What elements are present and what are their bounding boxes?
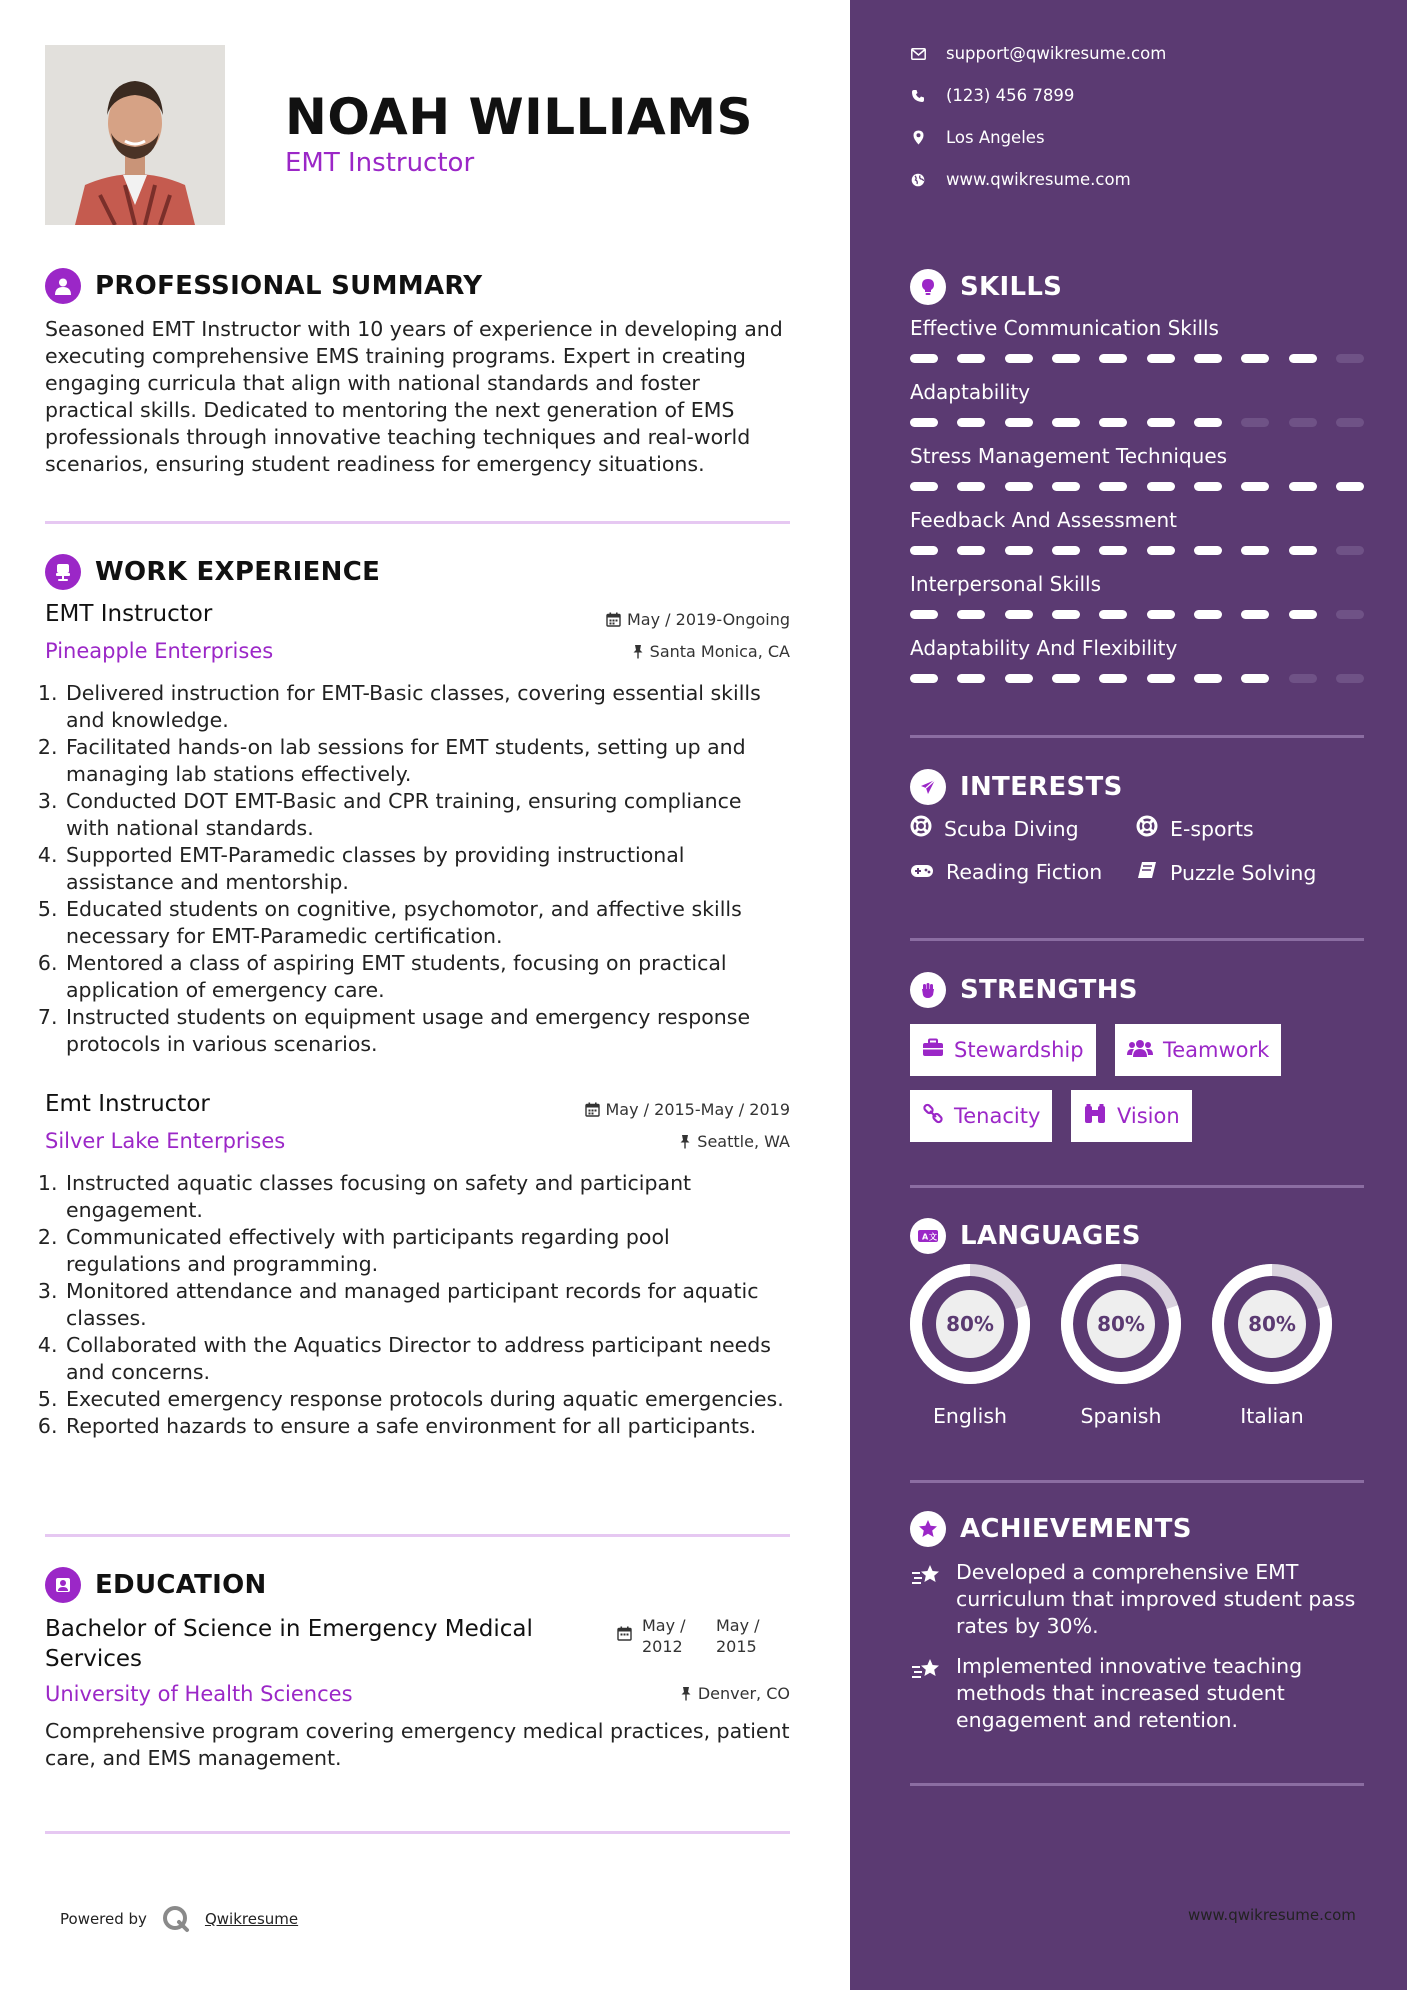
list-item: 6. Reported hazards to ensure a safe environment for all participants. — [64, 1413, 790, 1440]
star-badge-icon — [910, 1511, 946, 1547]
paper-plane-icon — [910, 769, 946, 805]
skill-level-segment — [1052, 354, 1080, 363]
skill-level-bar — [910, 418, 1364, 427]
list-item: 5. Executed emergency response protocols during aquatic emergencies. — [64, 1386, 790, 1413]
divider — [910, 1783, 1364, 1786]
language-progress-ring — [1210, 1262, 1334, 1386]
job-location: Santa Monica, CA — [632, 642, 790, 661]
pin-icon — [632, 644, 644, 659]
skill-level-segment — [1147, 546, 1175, 555]
summary-title: PROFESSIONAL SUMMARY — [95, 271, 483, 301]
divider — [910, 1480, 1364, 1483]
skill-level-segment — [1099, 546, 1127, 555]
strength-badge: Stewardship — [910, 1024, 1096, 1076]
language-item — [1059, 1262, 1183, 1428]
skill-level-segment — [1336, 418, 1364, 427]
skill-level-segment — [957, 418, 985, 427]
list-item: 4. Collaborated with the Aquatics Director to address participant needs and concerns. — [64, 1332, 790, 1386]
skill-level-segment — [1005, 546, 1033, 555]
skill-level-segment — [910, 418, 938, 427]
skill-level-segment — [1289, 610, 1317, 619]
qwikresume-logo-icon — [161, 1904, 191, 1934]
skill-level-segment — [1194, 354, 1222, 363]
job-duties — [45, 680, 790, 1058]
phone-icon — [910, 88, 926, 104]
pin-icon — [679, 1134, 691, 1149]
skill-name: Feedback And Assessment — [910, 508, 1177, 532]
skill-level-segment — [1289, 418, 1317, 427]
contact-location: Los Angeles — [910, 128, 1045, 147]
skill-level-segment — [1147, 674, 1175, 683]
interest-item: Scuba Diving — [910, 815, 1079, 842]
summary-text: Seasoned EMT Instructor with 10 years of experience in developing and executing comprehensive EMS training programs. Expert in creating engaging curricula that align with national standards and foster practical skills. Dedicated to mentoring the next generation of EMS professionals through innovative teaching techniques and real-world scenarios, ensuring student readiness for emergency situations. — [45, 317, 783, 476]
job-title: EMT Instructor — [45, 601, 213, 627]
shooting-star-icon — [910, 1559, 942, 1640]
skill-level-segment — [1289, 482, 1317, 491]
skill-name: Adaptability — [910, 380, 1031, 404]
list-item: 3. Monitored attendance and managed participant records for aquatic classes. — [64, 1278, 790, 1332]
skill-level-segment — [1289, 546, 1317, 555]
skill-level-segment — [1241, 354, 1269, 363]
skill-level-segment — [1147, 482, 1175, 491]
life-ring-icon — [910, 815, 932, 842]
skill-level-segment — [957, 482, 985, 491]
skill-level-segment — [1005, 482, 1033, 491]
skill-level-segment — [1241, 418, 1269, 427]
graduate-icon — [45, 1567, 81, 1603]
book-icon — [1136, 860, 1158, 885]
skill-level-segment — [1289, 674, 1317, 683]
user-icon — [45, 268, 81, 304]
education-end: May / 2015 — [716, 1616, 760, 1656]
skill-level-segment — [1099, 418, 1127, 427]
pin-icon — [680, 1686, 692, 1701]
skill-level-segment — [1099, 674, 1127, 683]
job-dates: May / 2015-May / 2019 — [585, 1100, 791, 1119]
skill-level-segment — [1336, 674, 1364, 683]
list-item: 2. Communicated effectively with participants regarding pool regulations and programming. — [64, 1224, 790, 1278]
skill-level-segment — [1147, 354, 1175, 363]
list-item: 5. Educated students on cognitive, psychomotor, and affective skills necessary for EMT-Paramedic certification. — [64, 896, 790, 950]
candidate-role: EMT Instructor — [285, 148, 475, 178]
skill-level-segment — [1241, 482, 1269, 491]
language-progress-ring — [1059, 1262, 1183, 1386]
skills-header: SKILLS — [910, 267, 1062, 307]
divider — [910, 1185, 1364, 1188]
interest-item: Puzzle Solving — [1136, 860, 1316, 885]
interest-item: Reading Fiction — [910, 860, 1102, 884]
contact-phone[interactable]: (123) 456 7899 — [910, 86, 1074, 105]
skill-name: Effective Communication Skills — [910, 316, 1219, 340]
skill-name: Adaptability And Flexibility — [910, 636, 1178, 660]
skill-level-segment — [957, 610, 985, 619]
skill-name: Stress Management Techniques — [910, 444, 1228, 468]
footer-website[interactable]: www.qwikresume.com — [1188, 1906, 1356, 1924]
skill-level-segment — [1005, 418, 1033, 427]
language-name: English — [932, 1404, 1008, 1428]
education-start: May / 2012 — [642, 1616, 686, 1656]
skill-level-segment — [1336, 546, 1364, 555]
skill-level-segment — [1099, 610, 1127, 619]
skill-level-segment — [1147, 610, 1175, 619]
language-progress-ring — [908, 1262, 1032, 1386]
users-icon — [1127, 1038, 1153, 1063]
divider — [910, 938, 1364, 941]
job-location: Seattle, WA — [679, 1132, 790, 1151]
skill-level-segment — [1241, 546, 1269, 555]
language-item — [1210, 1262, 1334, 1428]
divider — [45, 521, 790, 524]
fist-icon — [910, 972, 946, 1008]
contact-website[interactable]: www.qwikresume.com — [910, 170, 1131, 189]
globe-icon — [910, 172, 926, 188]
interests-header: INTERESTS — [910, 767, 1123, 807]
life-ring-icon — [1136, 815, 1158, 842]
footer-powered-by: Powered by Qwikresume — [60, 1904, 298, 1934]
skill-level-segment — [1005, 610, 1033, 619]
list-item: 2. Facilitated hands-on lab sessions for EMT students, setting up and managing lab stations effectively. — [64, 734, 790, 788]
skill-level-segment — [1052, 418, 1080, 427]
skill-level-segment — [910, 674, 938, 683]
calendar-icon — [606, 612, 621, 627]
divider — [45, 1534, 790, 1537]
skill-level-segment — [1052, 610, 1080, 619]
achievement-item: Developed a comprehensive EMT curriculum that improved student pass rates by 30%. — [910, 1559, 1364, 1640]
job-dates: May / 2019-Ongoing — [606, 610, 790, 629]
strengths-header: STRENGTHS — [910, 970, 1138, 1010]
language-percent: 80% — [1097, 1312, 1145, 1336]
skill-level-segment — [1241, 674, 1269, 683]
languages-header: A 文 LANGUAGES — [910, 1216, 1141, 1256]
skill-level-bar — [910, 610, 1364, 619]
language-name: Italian — [1240, 1404, 1304, 1428]
education-location: Denver, CO — [680, 1684, 790, 1703]
achievement-item: Implemented innovative teaching methods that increased student engagement and retention. — [910, 1653, 1364, 1734]
skill-level-segment — [1099, 354, 1127, 363]
achievements-header: ACHIEVEMENTS — [910, 1509, 1192, 1549]
shooting-star-icon — [910, 1653, 942, 1734]
link-icon — [922, 1103, 944, 1130]
skill-level-segment — [957, 674, 985, 683]
skill-level-segment — [1289, 354, 1317, 363]
education-title: EDUCATION — [95, 1570, 267, 1600]
calendar-icon — [617, 1626, 632, 1645]
divider — [45, 1831, 790, 1834]
skill-level-segment — [1336, 354, 1364, 363]
strength-badge: Teamwork — [1115, 1024, 1281, 1076]
skill-level-segment — [1194, 674, 1222, 683]
skill-level-segment — [1052, 482, 1080, 491]
language-percent: 80% — [1248, 1312, 1296, 1336]
skill-level-bar — [910, 674, 1364, 683]
summary-section — [45, 266, 790, 478]
candidate-name: NOAH WILLIAMS — [285, 88, 753, 146]
skill-level-segment — [1005, 674, 1033, 683]
skill-level-segment — [910, 354, 938, 363]
skill-level-segment — [1005, 354, 1033, 363]
skill-level-segment — [1241, 610, 1269, 619]
profile-photo — [45, 45, 225, 225]
experience-section — [45, 552, 790, 592]
skill-level-segment — [1099, 482, 1127, 491]
skill-level-segment — [957, 546, 985, 555]
language-name: Spanish — [1080, 1404, 1162, 1428]
skill-level-segment — [1194, 482, 1222, 491]
skill-level-bar — [910, 482, 1364, 491]
skill-name: Interpersonal Skills — [910, 572, 1102, 596]
map-marker-icon — [910, 130, 926, 146]
divider — [910, 735, 1364, 738]
brand-link[interactable]: Qwikresume — [204, 1910, 299, 1928]
list-item: 6. Mentored a class of aspiring EMT students, focusing on practical application of emergency care. — [64, 950, 790, 1004]
skill-level-segment — [910, 482, 938, 491]
company-name: Pineapple Enterprises — [45, 639, 274, 663]
list-item: 4. Supported EMT-Paramedic classes by providing instructional assistance and mentorship. — [64, 842, 790, 896]
strength-badge: Tenacity — [910, 1090, 1052, 1142]
skill-level-segment — [1336, 610, 1364, 619]
svg-text:文: 文 — [929, 1232, 937, 1242]
language-percent: 80% — [946, 1312, 994, 1336]
svg-text:A: A — [922, 1232, 929, 1242]
education-description: Comprehensive program covering emergency medical practices, patient care, and EMS management. — [45, 1719, 790, 1770]
list-item: 1. Delivered instruction for EMT-Basic classes, covering essential skills and knowledge. — [64, 680, 790, 734]
skill-level-segment — [1194, 418, 1222, 427]
language-icon — [910, 1218, 946, 1254]
gamepad-icon — [910, 860, 934, 884]
binoculars-icon — [1083, 1103, 1107, 1130]
company-name: Silver Lake Enterprises — [45, 1129, 286, 1153]
strength-badge: Vision — [1071, 1090, 1192, 1142]
education-section — [45, 1565, 790, 1605]
skill-level-segment — [910, 546, 938, 555]
calendar-icon — [585, 1102, 600, 1117]
job-duties — [45, 1170, 790, 1440]
skill-level-segment — [957, 354, 985, 363]
briefcase-icon — [922, 1038, 944, 1063]
skill-level-segment — [910, 610, 938, 619]
experience-title: WORK EXPERIENCE — [95, 557, 381, 587]
skill-level-segment — [1052, 674, 1080, 683]
skill-level-segment — [1336, 482, 1364, 491]
degree-title: Bachelor of Science in Emergency Medical Services — [45, 1616, 533, 1672]
skill-level-bar — [910, 546, 1364, 555]
school-name: University of Health Sciences — [45, 1682, 353, 1706]
language-item — [908, 1262, 1032, 1428]
envelope-icon — [910, 46, 926, 62]
list-item: 3. Conducted DOT EMT-Basic and CPR training, ensuring compliance with national standards. — [64, 788, 790, 842]
lightbulb-icon — [910, 269, 946, 305]
skill-level-segment — [1052, 546, 1080, 555]
skill-level-segment — [1194, 610, 1222, 619]
interest-item: E-sports — [1136, 815, 1254, 842]
skill-level-bar — [910, 354, 1364, 363]
job-title: Emt Instructor — [45, 1091, 210, 1117]
skill-level-segment — [1194, 546, 1222, 555]
contact-email[interactable]: support@qwikresume.com — [910, 44, 1166, 63]
list-item: 7. Instructed students on equipment usage and emergency response protocols in various scenarios. — [64, 1004, 790, 1058]
skill-level-segment — [1147, 418, 1175, 427]
briefcase-chair-icon — [45, 554, 81, 590]
list-item: 1. Instructed aquatic classes focusing on safety and participant engagement. — [64, 1170, 790, 1224]
